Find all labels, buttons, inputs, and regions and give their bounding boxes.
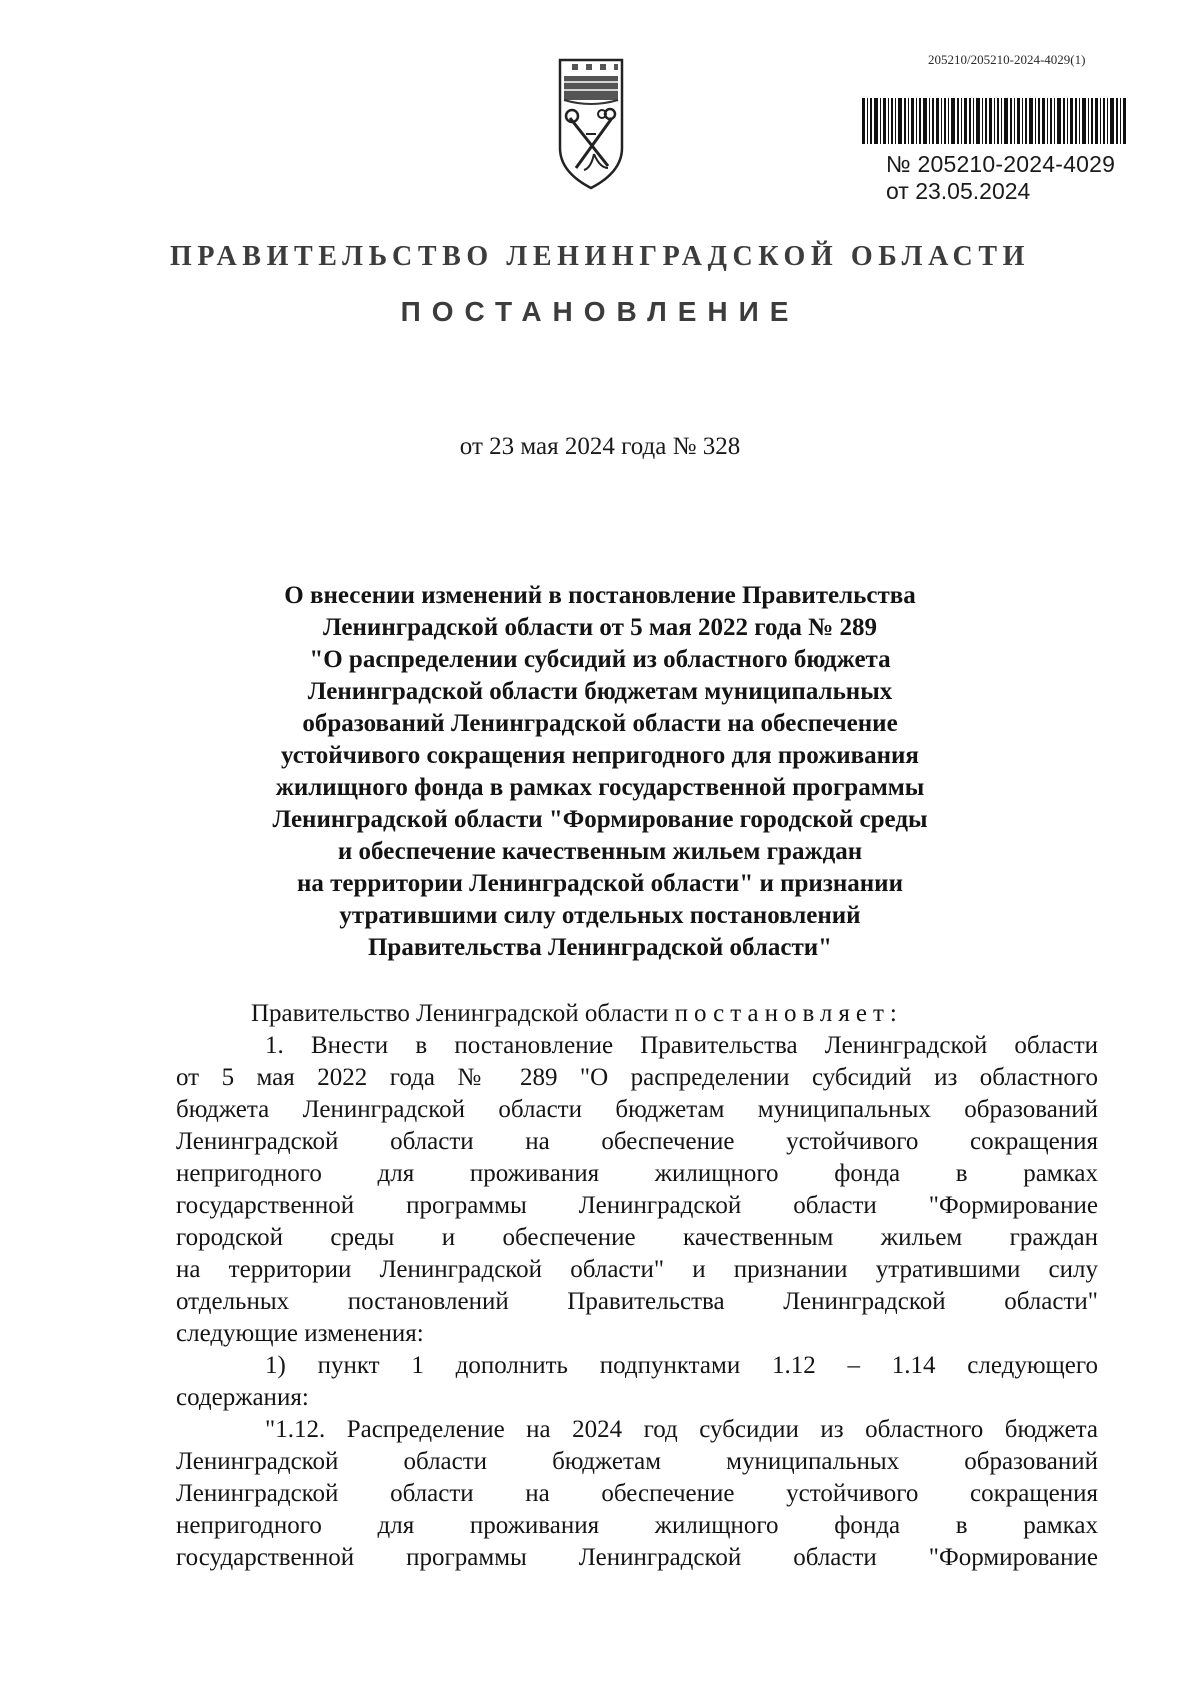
- body-line: 1. Внести в постановление Правительства Ленинградской области: [265, 1032, 1098, 1059]
- government-title: ПРАВИТЕЛЬСТВО ЛЕНИНГРАДСКОЙ ОБЛАСТИ: [169, 241, 1031, 272]
- body-line: от 5 мая 2022 года № 289 "О распределении субсидий из областного: [176, 1064, 1098, 1091]
- heading-line: на территории Ленинградской области" и признании: [297, 870, 903, 897]
- body-line: отдельных постановлений Правительства Ленинградской области": [176, 1288, 1098, 1315]
- body-line: Ленинградской области на обеспечение устойчивого сокращения: [176, 1480, 1098, 1507]
- body-line: непригодного для проживания жилищного фонда в рамках: [176, 1160, 1098, 1187]
- heading-line: Ленинградской области бюджетам муниципальных: [307, 678, 893, 705]
- heading-line: Ленинградской области от 5 мая 2022 года № 289: [322, 614, 878, 641]
- heading-line: и обеспечение качественным жильем граждан: [337, 838, 863, 865]
- body-line: городской среды и обеспечение качественным жильем граждан: [176, 1224, 1098, 1251]
- preamble-text: Правительство Ленинградской области: [251, 1000, 675, 1027]
- document-date-number: от 23 мая 2024 года № 328: [459, 433, 741, 460]
- preamble-verb: постановляет:: [674, 1000, 903, 1027]
- heading-line: Ленинградской области "Формирование городской среды: [272, 806, 928, 833]
- preamble: [176, 998, 1098, 1030]
- document-heading: [0, 580, 1200, 964]
- registration-number: № 205210-2024-4029: [886, 151, 1116, 177]
- body-line: на территории Ленинградской области" и признании утратившими силу: [176, 1256, 1098, 1283]
- heading-line: жилищного фонда в рамках государственной программы: [275, 774, 925, 801]
- body-line: государственной программы Ленинградской области "Формирование: [176, 1544, 1098, 1571]
- barcode-icon: [862, 98, 1126, 144]
- body-line: следующие изменения:: [176, 1320, 424, 1347]
- document-body: [176, 998, 1098, 1574]
- heading-line: устойчивого сокращения непригодного для проживания: [281, 742, 919, 769]
- body-line: "1.12. Распределение на 2024 год субсидии из областного бюджета: [265, 1416, 1098, 1443]
- document-reference-number: 205210/205210-2024-4029(1): [928, 52, 1086, 67]
- body-line: непригодного для проживания жилищного фонда в рамках: [176, 1512, 1098, 1539]
- heading-line: Правительства Ленинградской области": [367, 934, 833, 961]
- registration-date: от 23.05.2024: [886, 178, 1031, 204]
- heading-line: образований Ленинградской области на обеспечение: [302, 710, 898, 737]
- body-line: 1) пункт 1 дополнить подпунктами 1.12 – 1.14 следующего: [265, 1352, 1098, 1379]
- heading-line: утратившими силу отдельных постановлений: [339, 902, 861, 929]
- heading-line: О внесении изменений в постановление Правительства: [284, 582, 916, 609]
- body-line: Ленинградской области на обеспечение устойчивого сокращения: [176, 1128, 1098, 1155]
- body-line: Ленинградской области бюджетам муниципальных образований: [176, 1448, 1098, 1475]
- leningrad-oblast-coat-of-arms-icon: [556, 56, 626, 192]
- document-type: ПОСТАНОВЛЕНИЕ: [400, 296, 800, 327]
- body-line: содержания:: [176, 1384, 309, 1411]
- heading-line: "О распределении субсидий из областного бюджета: [309, 646, 891, 673]
- body-line: государственной программы Ленинградской области "Формирование: [176, 1192, 1098, 1219]
- body-line: бюджета Ленинградской области бюджетам муниципальных образований: [176, 1096, 1098, 1123]
